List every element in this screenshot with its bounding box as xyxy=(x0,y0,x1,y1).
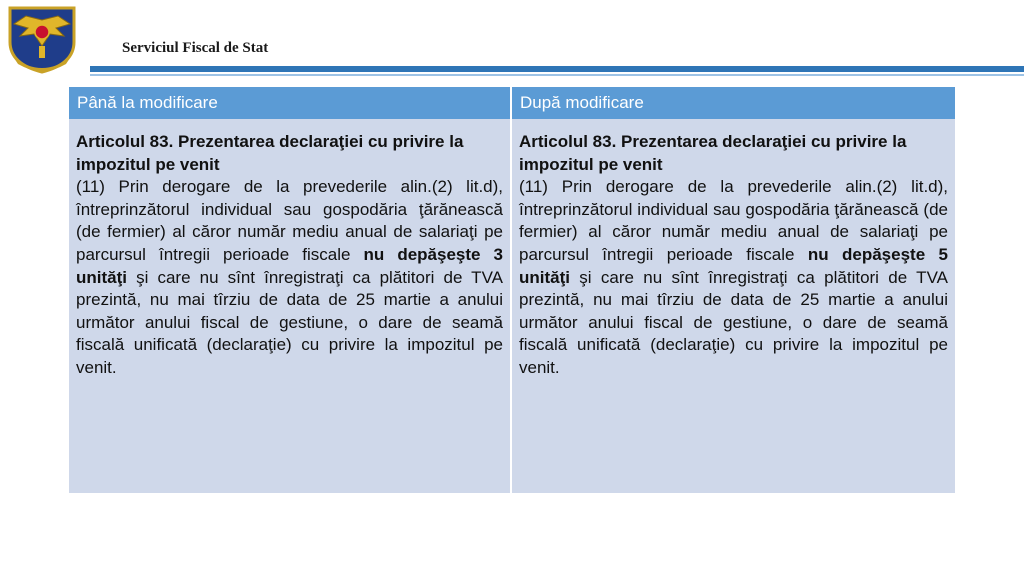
article-text-before-end: şi care nu sînt înregistraţi ca plătitori de TVA prezintă, nu mai tîrziu de data de 25 martie a anului următor anului fiscal de gestiune, o dare de seamă fiscală unificată (declaraţie) cu privire la impozitul pe venit. xyxy=(76,267,503,377)
article-highlight-after: nu depăşeşte 5 unităţi xyxy=(519,244,948,287)
cell-before xyxy=(69,119,511,493)
organization-name: Serviciul Fiscal de Stat xyxy=(122,40,269,56)
article-text-after-start: (11) Prin derogare de la prevederile alin.(2) lit.d), întreprinzătorul individual sau gospodăria ţărănească (de fermier) al căror număr mediu anual de salariaţi pe parcursul întregii perioade fiscale xyxy=(519,177,948,264)
article-highlight-before: nu depăşeşte 3 unităţi xyxy=(76,244,504,287)
article-text-after-end: şi care nu sînt înregistraţi ca plătitori de TVA prezintă, nu mai tîrziu de data de 25 martie a anului următor anului fiscal de gestiune, o dare de seamă fiscală unificată (declaraţie) cu privire la impozitul pe venit. xyxy=(519,267,948,377)
cell-after xyxy=(511,119,955,493)
table-header-row xyxy=(69,87,955,119)
article-text-before-start: (11) Prin derogare de la prevederile alin.(2) lit.d), întreprinzătorul individual sau gospodăria ţărănească (de fermier) al căror număr mediu anual de salariaţi pe parcursul întregii perioade fiscale xyxy=(76,177,503,264)
eagle-shield-emblem-icon xyxy=(4,2,80,74)
table-row xyxy=(69,119,955,493)
article-title-after: Articolul 83. Prezentarea declaraţiei cu privire la impozitul pe venit xyxy=(519,132,907,174)
article-title-before: Articolul 83. Prezentarea declaraţiei cu privire la impozitul pe venit xyxy=(76,132,464,174)
column-header-after: După modificare xyxy=(511,87,955,119)
column-header-before: Până la modificare xyxy=(69,87,511,119)
comparison-table xyxy=(69,87,955,493)
header-divider xyxy=(90,66,1024,72)
header-divider-thin xyxy=(90,74,1024,76)
